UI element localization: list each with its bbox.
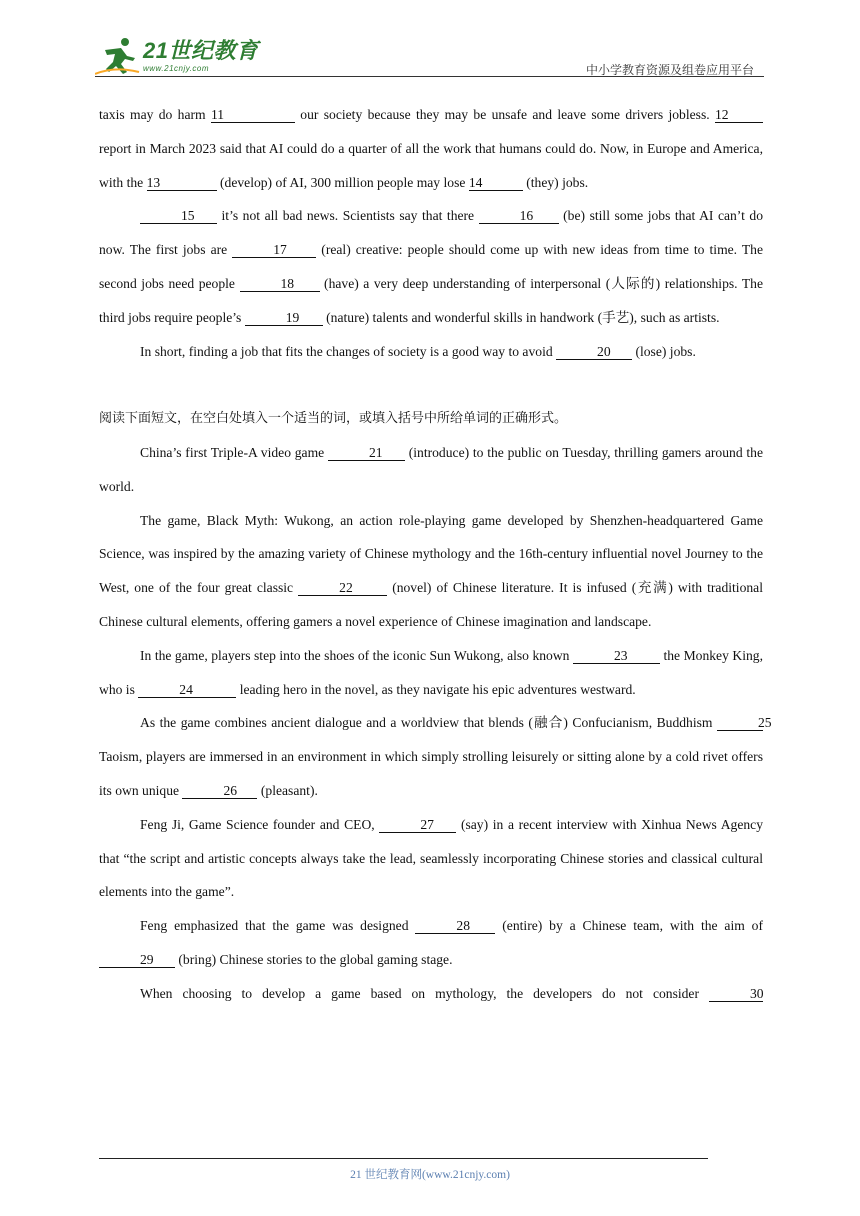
text: (lose) jobs.	[635, 343, 696, 359]
instruction-text: 阅读下面短文，在空白处填入一个适当的词，或填入括号中所给单词的正确形式。	[99, 411, 568, 427]
text: (have) a very deep understanding of interpersonal (人际的) relationships. The third jobs require people’s	[99, 275, 763, 325]
blank-24[interactable]: 24	[138, 682, 236, 698]
text: taxis may do harm	[99, 107, 206, 122]
blank-16[interactable]: 16	[479, 208, 559, 224]
text: (entire) by a Chinese team, with the aim of	[502, 918, 764, 934]
text: (pleasant).	[260, 782, 318, 798]
passage2-paragraph5	[99, 808, 763, 909]
text: Feng emphasized that the game was designed	[140, 918, 409, 934]
passage2-paragraph7	[99, 977, 763, 1011]
blank-17[interactable]: 17	[232, 242, 316, 258]
text: report in March 2023 said that AI could do a quarter of all the work that humans could do. Now, in Europe and America, with the	[99, 140, 763, 190]
blank-26[interactable]: 26	[182, 783, 257, 799]
blank-29[interactable]: 29	[99, 952, 175, 968]
passage2-paragraph6	[99, 909, 763, 977]
text: (say) in a recent interview with Xinhua News Agency that “the script and artistic concepts always take the lead, seamlessly incorporating Chinese stories and classical cultural elements into the game”.	[99, 816, 763, 900]
blank-11[interactable]: 11	[211, 107, 295, 123]
passage2-paragraph4	[99, 706, 772, 807]
text: (bring) Chinese stories to the global gaming stage.	[178, 951, 453, 967]
text: (develop) of AI, 300 million people may lose	[220, 174, 466, 190]
page-header	[95, 30, 764, 78]
passage1-paragraph3	[99, 335, 763, 369]
footer-source: 21 世纪教育网(www.21cnjy.com)	[350, 1169, 510, 1181]
text: (introduce) to the public on Tuesday, thrilling gamers around the world.	[99, 444, 763, 494]
blank-25[interactable]: 25	[717, 715, 763, 731]
runner-logo-icon	[95, 36, 141, 76]
text: The game, Black Myth: Wukong, an action role-playing game developed by Shenzhen-headquartered Game Science, was inspired by the amazing variety of Chinese mythology and the 16th-century influential novel Journey to the West, one of the four great classic	[99, 512, 763, 596]
blank-19[interactable]: 19	[245, 310, 323, 326]
text: (novel) of Chinese literature. It is infused (充满) with traditional Chinese cultural elements, offering gamers a novel experience of Chinese imagination and landscape.	[99, 580, 763, 629]
document-body	[99, 98, 772, 1011]
blank-14[interactable]: 14	[469, 175, 523, 191]
blank-23[interactable]: 23	[573, 648, 660, 664]
blank-12[interactable]: 12	[715, 107, 763, 123]
passage2-paragraph3	[99, 639, 763, 707]
section-gap	[99, 368, 763, 402]
blank-28[interactable]: 28	[415, 918, 495, 934]
text: Taoism, players are immersed in an environment in which simply strolling leisurely or sitting alone by a cold rivet offers its own unique	[99, 749, 763, 798]
text: (be) still some jobs that AI can’t do now. The first jobs are	[99, 208, 763, 258]
text: the Monkey King, who is	[99, 647, 763, 697]
text: (real) creative: people should come up with new ideas from time to time. The second jobs need people	[99, 242, 764, 291]
text: (they) jobs.	[526, 174, 589, 190]
text: it’s not all bad news. Scientists say that there	[221, 208, 475, 224]
text: As the game combines ancient dialogue and a worldview that blends (融合) Confucianism, Buddhism	[140, 715, 713, 731]
blank-18[interactable]: 18	[240, 276, 320, 292]
site-logo	[95, 36, 258, 76]
passage1-paragraph2	[99, 199, 763, 334]
passage1-paragraph1	[99, 98, 763, 199]
blank-21[interactable]: 21	[328, 445, 405, 461]
blank-30[interactable]: 30	[709, 986, 763, 1002]
text: (nature) talents and wonderful skills in handwork (手艺), such as artists.	[326, 309, 720, 325]
passage2-paragraph1	[99, 436, 763, 504]
header-divider	[95, 76, 764, 77]
text: In short, finding a job that fits the changes of society is a good way to avoid	[140, 343, 553, 359]
blank-15[interactable]: 15	[140, 208, 217, 224]
text: China’s first Triple-A video game	[140, 444, 325, 460]
text: our society because they may be unsafe and leave some drivers jobless.	[300, 107, 710, 122]
blank-22[interactable]: 22	[298, 580, 387, 596]
passage2-paragraph2	[99, 504, 763, 639]
blank-27[interactable]: 27	[379, 817, 456, 833]
text: When choosing to develop a game based on mythology, the developers do not consider	[140, 985, 699, 1001]
logo-text: 21世纪教育	[143, 37, 259, 63]
footer-divider	[99, 1158, 708, 1159]
platform-title: 中小学教育资源及组卷应用平台	[585, 63, 754, 77]
blank-13[interactable]: 13	[147, 175, 217, 191]
text: Feng Ji, Game Science founder and CEO,	[140, 816, 375, 832]
text: In the game, players step into the shoes of the iconic Sun Wukong, also known	[140, 647, 570, 663]
text: leading hero in the novel, as they navigate his epic adventures westward.	[239, 681, 636, 697]
blank-20[interactable]: 20	[556, 344, 632, 360]
logo-url: www.21cnjy.com	[143, 63, 209, 73]
